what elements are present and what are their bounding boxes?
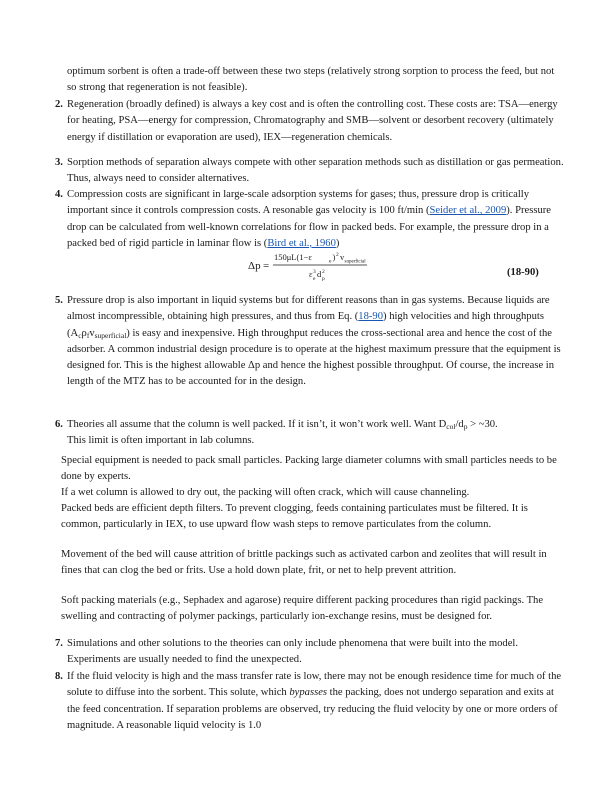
item-4-number: 4. [55, 189, 63, 200]
citation-seider-2009[interactable]: Seider et al., 2009 [429, 205, 507, 217]
item-8-number: 8. [55, 671, 63, 682]
list-item-6 [55, 417, 565, 450]
equation-denominator-sub-e: e [313, 276, 316, 282]
equation-numerator-a: 150μL(1−ε [274, 252, 312, 262]
equation-numerator-sub-e: e [329, 258, 332, 265]
item-3-number: 3. [55, 157, 63, 168]
equation-numerator-sub-superficial: superficial [344, 259, 366, 265]
item-2-text: Regeneration (broadly defined) is always a key cost and is often the controlling cost. These costs are: TSA—energy for heating, PSA—energy for compression, Chromatography and SMB—solvent or desorbent recovery (ultimately energy if distillation or evaporation are used), IEX—regeneration chemicals. [67, 99, 558, 143]
paragraph-soft-packing: Soft packing materials (e.g., Sephadex and agarose) require different packing procedures than rigid packings. The swelling and contracting of polymer packings, particularly ion-exchange resins, must be designed for. [61, 595, 544, 623]
equation-numerator-b: ) [332, 252, 336, 262]
equation-numerator-sup: 2 [336, 252, 339, 258]
item-6-line2: This limit is often important in lab columns. [67, 435, 255, 447]
list-item-3 [55, 155, 565, 188]
list-item-4 [55, 187, 565, 252]
paragraph-bed-movement: Movement of the bed will cause attrition of brittle packings such as activated carbon and zeolites that will result in fines that can clog the bed or frits. Use a hold down plate, frit, or net to help prevent attrition. [61, 549, 547, 577]
item-6-number: 6. [55, 419, 63, 430]
list-item-5 [55, 293, 565, 391]
equation-denominator-eps: ε [309, 269, 313, 279]
item-6-text: Theories all assume that the column is well packed. If it isn’t, it won’t work well. Want $D_{col}/d_p$ > ~30. This limit is often important in lab columns. [67, 419, 498, 447]
equation-denominator-sub-p: p [322, 276, 325, 282]
item-8-text: If the fluid velocity is high and the mass transfer rate is low, there may not be enough residence time for much of the solute to diffuse into the sorbent. This solute, which bypasses the packing, does not undergo separation and exits at the feed concentration. If separation problems are observed, try reducing the fluid velocity by one or more orders of magnitude. A reasonable liquid velocity is 1.0 [67, 671, 562, 731]
item-7-number: 7. [55, 638, 63, 649]
item-7-text: Simulations and other solutions to the theories can only include phenomena that were built into the model. Experiments are usually needed to find the unexpected. [67, 638, 519, 666]
item-5-text: Pressure drop is also important in liquid systems but for different reasons than in gas systems. Because liquids are almost incompressible, obtaining high pressures, and thus from Eq. (18-90) high velocities and high throughputs $(A_c\rho_fv_{superficial})$ is easy and inexpensive. High throughput reduces the cross-sectional area and hence the cost of the adsorber. A common industrial design procedure is to operate at the highest maximum pressure that the equipment is designed for. This is the highest allowable Δp and hence the highest possible throughput. Of course, the increase in length of the MTZ has to be accounted for in the design. [67, 295, 561, 388]
item-1-text: optimum sorbent is often a trade-off between these two steps (relatively strong sorption to process the feed, but not so strong that regeneration is not feasible). [67, 66, 555, 94]
item-3-text: Sorption methods of separation always compete with other separation methods such as distillation or gas permeation. Thus, always need to consider alternatives. [67, 157, 564, 185]
list-item-7 [55, 636, 565, 669]
item-2-number: 2. [55, 99, 63, 110]
paragraph-depth-filters: Packed beds are efficient depth filters. To prevent clogging, feeds containing particulates must be filtered. It is common, particularly in IEX, to use upward flow wash steps to remove particulates from the column. [61, 503, 528, 531]
equation-18-90 [248, 250, 378, 282]
item-1-continuation [67, 64, 565, 97]
list-item-2 [55, 97, 565, 146]
equation-equals: = [263, 260, 270, 272]
item-4-text: Compression costs are significant in large-scale adsorption systems for gases; thus, pressure drop is critically important since it controls compression costs. A resonable gas velocity is 100 ft/min (Seider et al., 2009). Pressure drop can be calculated from well-known correlations for flow in packed beds. For example, the pressure drop in a packed bed of rigid particle in laminar flow is (Bird et al., 1960) [67, 189, 551, 249]
equation-lhs: Δp [248, 260, 261, 272]
equation-reference-18-90[interactable]: 18-90 [358, 311, 384, 323]
equation-denominator-sup3: 3 [313, 269, 316, 275]
paragraph-special-equipment: Special equipment is needed to pack small particles. Packing large diameter columns with small particles needs to be done by experts. [61, 455, 557, 483]
list-item-8 [55, 669, 565, 734]
equation-denominator-sup2: 2 [322, 269, 325, 275]
item-5-number: 5. [55, 295, 63, 306]
equation-denominator-d: d [317, 269, 322, 279]
equation-number: (18-90) [507, 267, 539, 278]
citation-bird-1960[interactable]: Bird et al., 1960 [267, 237, 336, 249]
paragraph-wet-column: If a wet column is allowed to dry out, the packing will often crack, which will cause channeling. [61, 487, 470, 498]
equation-numerator-v: v [340, 252, 345, 262]
